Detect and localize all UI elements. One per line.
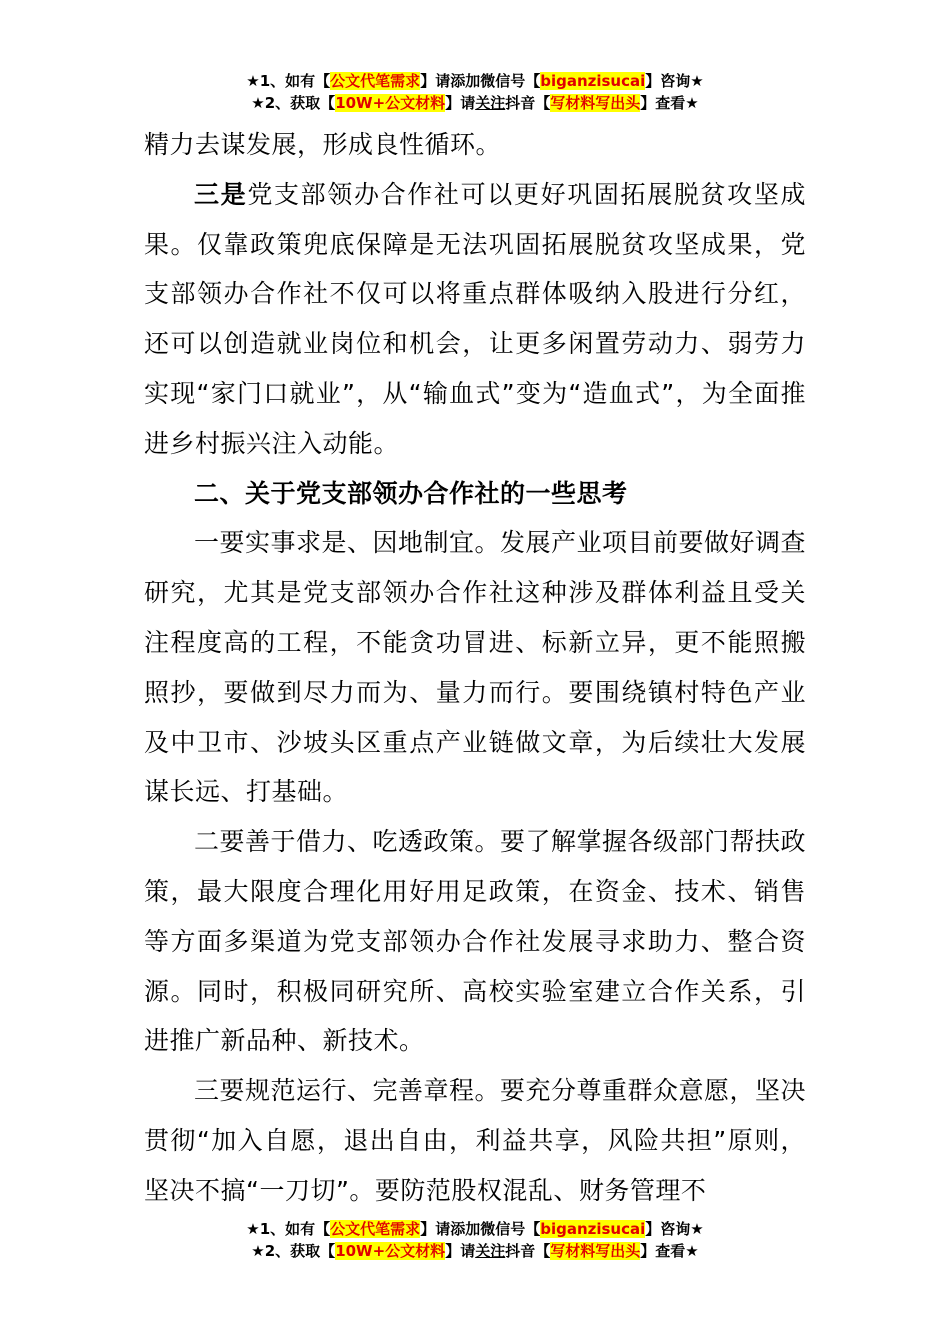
banner-line-2 [0, 1240, 950, 1262]
paragraph-text: 党支部领办合作社可以更好巩固拓展脱贫攻坚成果。仅靠政策兜底保障是无法巩固拓展脱贫攻坚成果，党支部领办合作社不仅可以将重点群体吸纳入股进行分红，还可以创造就业岗位和机会，让更多闲置劳动力、弱劳力实现“家门口就业”，从“输血式”变为“造血式”，为全面推进乡村振兴注入动能。 [144, 179, 806, 458]
banner-highlight: 公文代笔需求 [330, 1220, 421, 1238]
banner-line-1 [0, 1218, 950, 1240]
banner-text: 】查看★ [640, 1242, 699, 1260]
banner-text: ★2、获取【 [251, 94, 336, 112]
banner-text: 】请 [445, 1242, 476, 1260]
paragraph-lead: 三是 [194, 179, 248, 209]
banner-text: 】请添加微信号【 [420, 1220, 541, 1238]
banner-underline: 关注 [475, 94, 506, 112]
section-heading: 二、关于党支部领办合作社的一些思考 [194, 478, 628, 508]
banner-line-2 [0, 92, 950, 114]
banner-text: ★1、如有【 [246, 1220, 331, 1238]
banner-highlight: 10W+公文材料 [335, 1242, 446, 1260]
document-body [144, 120, 806, 1216]
paragraph: 精力去谋发展，形成良性循环。 [144, 130, 502, 159]
footer-ad-banner [0, 1218, 950, 1262]
banner-text: 】咨询★ [645, 72, 704, 90]
banner-highlight: 10W+公文材料 [335, 94, 446, 112]
banner-text: ★2、获取【 [251, 1242, 336, 1260]
banner-underline: 关注 [475, 1242, 506, 1260]
banner-text: 抖音【 [505, 94, 551, 112]
header-ad-banner [0, 70, 950, 114]
paragraph: 三要规范运行、完善章程。要充分尊重群众意愿，坚决贯彻“加入自愿，退出自由，利益共享，风险共担”原则，坚决不搞“一刀切”。要防范股权混乱、财务管理不 [144, 1076, 807, 1205]
paragraph [144, 170, 806, 469]
banner-highlight: biganzisucai [540, 72, 646, 90]
banner-highlight: 写材料写出头 [550, 94, 641, 112]
banner-highlight: 公文代笔需求 [330, 72, 421, 90]
banner-text: 】查看★ [640, 94, 699, 112]
banner-highlight: biganzisucai [540, 1220, 646, 1238]
banner-text: 】请 [445, 94, 476, 112]
banner-highlight: 写材料写出头 [550, 1242, 641, 1260]
paragraph: 一要实事求是、因地制宜。发展产业项目前要做好调查研究，尤其是党支部领办合作社这种涉及群体利益且受关注程度高的工程，不能贪功冒进、标新立异，更不能照搬照抄，要做到尽力而为、量力而行。要围绕镇村特色产业及中卫市、沙坡头区重点产业链做文章，为后续壮大发展谋长远、打基础。 [144, 528, 807, 807]
banner-line-1 [0, 70, 950, 92]
banner-text: ★1、如有【 [246, 72, 331, 90]
banner-text: 】咨询★ [645, 1220, 704, 1238]
banner-text: 抖音【 [505, 1242, 551, 1260]
banner-text: 】请添加微信号【 [420, 72, 541, 90]
paragraph: 二要善于借力、吃透政策。要了解掌握各级部门帮扶政策，最大限度合理化用好用足政策，在资金、技术、销售等方面多渠道为党支部领办合作社发展寻求助力、整合资源。同时，积极同研究所、高校实验室建立合作关系，引进推广新品种、新技术。 [144, 827, 807, 1056]
